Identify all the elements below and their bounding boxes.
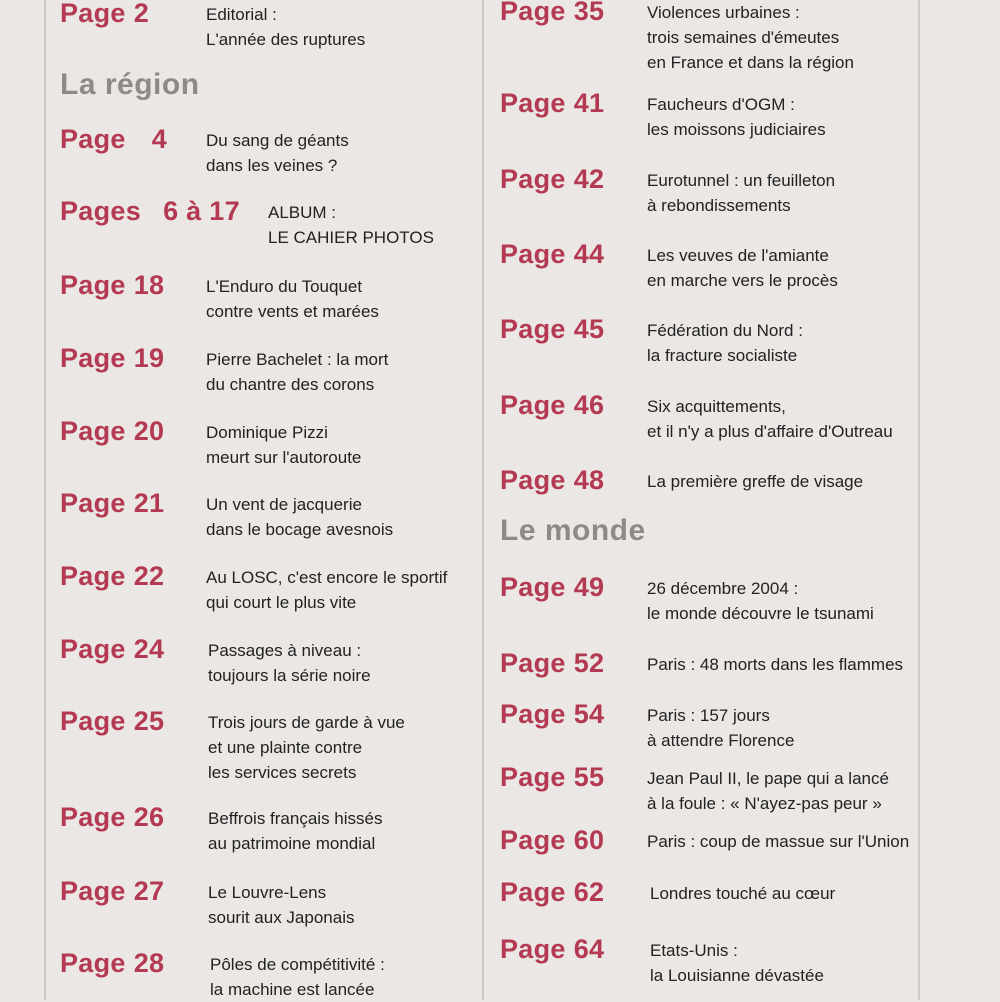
page-number: Page 24 <box>60 634 165 664</box>
entry-description: Du sang de géants dans les veines ? <box>206 131 349 175</box>
entry-description: Trois jours de garde à vue et une plainte contre les services secrets <box>208 713 405 782</box>
entry-description: Pierre Bachelet : la mort du chantre des corons <box>206 350 389 394</box>
entry-description: L'Enduro du Touquet contre vents et marées <box>206 277 379 321</box>
entry-description: Jean Paul II, le pape qui a lancé à la foule : « N'ayez-pas peur » <box>647 769 889 813</box>
entry-description: Les veuves de l'amiante en marche vers le procès <box>647 246 838 290</box>
page-number: Page 62 <box>500 877 605 907</box>
page-number: Page 41 <box>500 88 605 118</box>
entry-description: Au LOSC, c'est encore le sportif qui court le plus vite <box>206 568 448 612</box>
page-number: Page 42 <box>500 164 605 194</box>
page-number: Page 21 <box>60 488 165 518</box>
entry-description: Six acquittements, et il n'y a plus d'affaire d'Outreau <box>647 397 893 441</box>
page-number: Page 2 <box>60 0 150 28</box>
page-number: Page 46 <box>500 390 605 420</box>
entry-description: Eurotunnel : un feuilleton à rebondissements <box>647 171 836 215</box>
page-number: Page 22 <box>60 561 165 591</box>
page-number: Page 64 <box>500 934 605 964</box>
page-number: Page 18 <box>60 270 165 300</box>
entry-description: Paris : 48 morts dans les flammes <box>647 655 904 674</box>
column-divider-rule <box>482 0 484 1000</box>
entry-description: Fédération du Nord : la fracture socialiste <box>647 321 803 365</box>
entry-description: 26 décembre 2004 : le monde découvre le tsunami <box>647 579 874 623</box>
page-number: Page 55 <box>500 762 605 792</box>
page-number: Page 4 <box>60 124 168 154</box>
page-number: Page 49 <box>500 572 605 602</box>
entry-description: Beffrois français hissés au patrimoine mondial <box>208 809 383 853</box>
page-number: Page 48 <box>500 465 605 495</box>
page-number: Page 44 <box>500 239 605 269</box>
entry-description: Faucheurs d'OGM : les moissons judiciaires <box>647 95 826 139</box>
page-number: Page 52 <box>500 648 605 678</box>
entry-description: Etats-Unis : la Louisianne dévastée <box>650 941 824 985</box>
entry-description: Le Louvre-Lens sourit aux Japonais <box>208 883 355 927</box>
entry-description: Londres touché au cœur <box>650 884 836 903</box>
entry-description: La première greffe de visage <box>647 472 864 491</box>
page-number: Page 20 <box>60 416 165 446</box>
page-number: Page 45 <box>500 314 605 344</box>
entry-description: Paris : 157 jours à attendre Florence <box>647 706 795 750</box>
page-number: Page 60 <box>500 825 605 855</box>
right-margin-rule <box>918 0 920 1000</box>
page-number: Page 19 <box>60 343 165 373</box>
section-title-la-region: La région <box>60 68 200 101</box>
page-number: Page 28 <box>60 948 165 978</box>
entry-description: Un vent de jacquerie dans le bocage avesnois <box>206 495 394 539</box>
page-number: Page 25 <box>60 706 165 736</box>
page-number: Page 27 <box>60 876 165 906</box>
page-number: Page 26 <box>60 802 165 832</box>
entry-description: Violences urbaines : trois semaines d'émeutes en France et dans la région <box>647 3 854 72</box>
entry-description: Dominique Pizzi meurt sur l'autoroute <box>206 423 362 467</box>
page-number: Page 35 <box>500 0 605 26</box>
entry-description: Passages à niveau : toujours la série noire <box>208 641 371 685</box>
entry-description: ALBUM : LE CAHIER PHOTOS <box>268 203 434 247</box>
page-number: Pages 6 à 17 <box>60 196 240 226</box>
entry-description: Paris : coup de massue sur l'Union <box>647 832 910 851</box>
left-margin-rule <box>44 0 46 1000</box>
page-number: Page 54 <box>500 699 605 729</box>
section-title-le-monde: Le monde <box>500 514 646 547</box>
entry-description: Editorial : L'année des ruptures <box>206 5 366 49</box>
entry-description: Pôles de compétitivité : la machine est lancée <box>210 955 385 999</box>
